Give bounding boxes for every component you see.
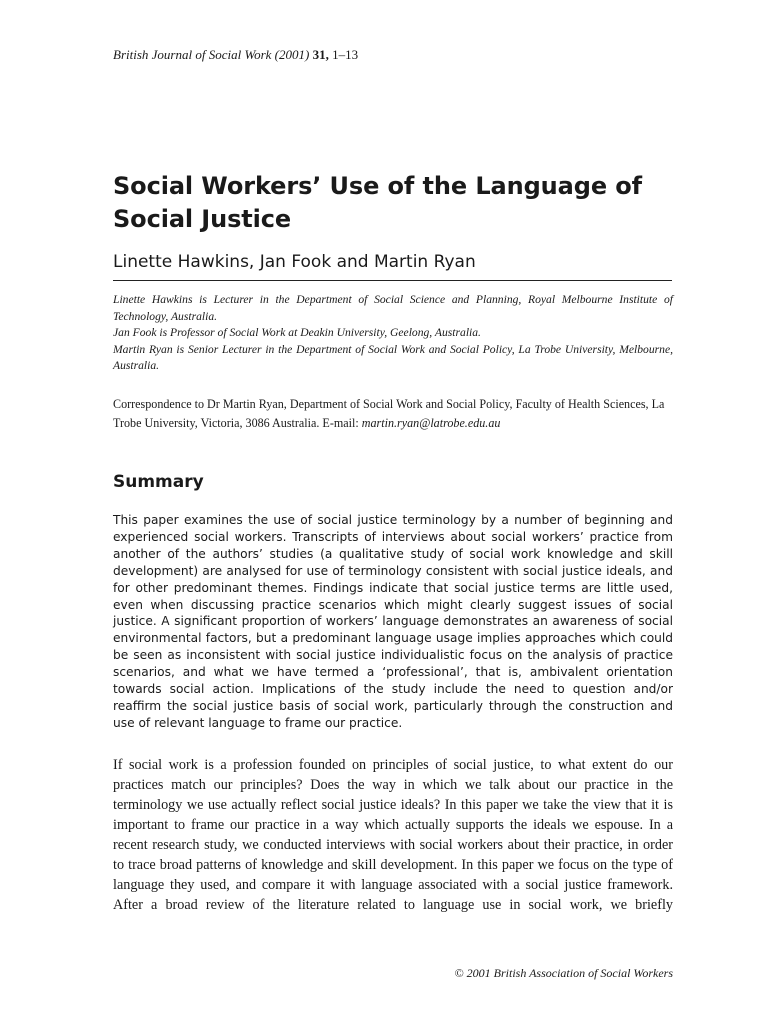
copyright-notice: © 2001 British Association of Social Workers [454,966,673,980]
summary-heading: Summary [113,472,204,492]
journal-name: British Journal of Social Work [113,47,272,62]
title-divider [113,280,672,281]
affiliation-fook: Jan Fook is Professor of Social Work at Deakin University, Geelong, Australia. [113,326,481,340]
body-paragraph: If social work is a profession founded on principles of social justice, to what extent do our practices match our principles? Does the way in which we talk about our practice in the terminology we use actually reflect social justice ideals? In this paper we take the view that it is important to frame our practice in a way which actually supports the ideals we espouse. In a recent research study, we conducted interviews with social workers about their practice, in order to trace broad patterns of knowledge and skill development. In this paper we focus on the type of language they used, and compare it with language associated with a social justice framework. After a broad review of the literature related to language use in social work, we briefly [113,757,673,913]
correspondence-text: Correspondence to Dr Martin Ryan, Department of Social Work and Social Policy, Faculty of Health Sciences, La Trobe University, Victoria, 3086 Australia. E-mail: [113,397,665,430]
affiliation-hawkins: Linette Hawkins is Lecturer in the Department of Social Science and Planning, Royal Melbourne Institute of Technology, Australia. [113,293,673,323]
journal-year: (2001) [274,47,310,62]
author-affiliations [113,292,673,375]
journal-pages: 1–13 [332,47,359,62]
article-authors: Linette Hawkins, Jan Fook and Martin Ryan [113,252,476,272]
paper-page [113,0,673,1024]
summary-text: This paper examines the use of social justice terminology by a number of beginning and experienced social workers. Transcripts of interviews about social workers’ practice from another of the authors’ studies (a qualitative study of social work knowledge and skill development) are analysed for use of terminology consistent with social justice ideals, and for other predominant themes. Findings indicate that social justice terms are little used, even when discussing practice scenarios which might clearly suggest issues of social justice. A significant proportion of workers’ language demonstrates an awareness of social environmental factors, but a predominant language usage implies approaches which could be seen as inconsistent with social justice individualistic focus on the analysis of practice scenarios, and what we have termed a ‘professional’, that is, ambivalent orientation towards social action. Implications of the study include the need to question and/or reaffirm the social justice basis of social work, particularly through the construction and use of relevant language to frame our practice. [113,513,673,730]
correspondence [113,395,673,433]
journal-reference [113,47,358,63]
article-title: Social Workers’ Use of the Language of Social Justice [113,172,642,233]
affiliation-ryan: Martin Ryan is Senior Lecturer in the Department of Social Work and Social Policy, La Trobe University, Melbourne, Australia. [113,342,673,373]
journal-volume: 31, [312,47,329,62]
correspondence-email[interactable]: martin.ryan@latrobe.edu.au [361,416,501,430]
